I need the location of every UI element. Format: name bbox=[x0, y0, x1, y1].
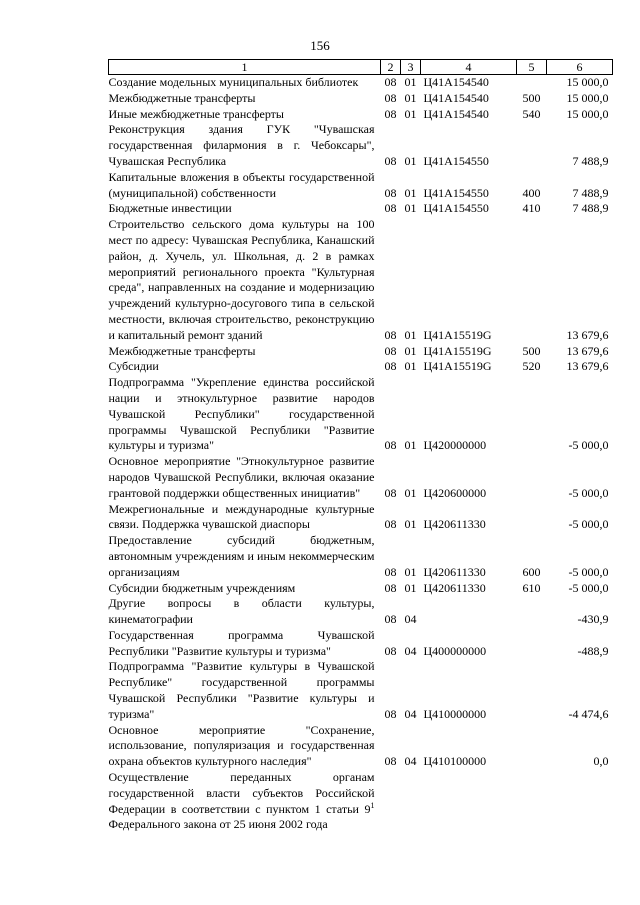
row-amount bbox=[547, 770, 613, 833]
row-name: Предоставление субсидий бюджетным, автономным учреждениям и иным некоммерческим организациям bbox=[108, 533, 375, 579]
header-col-6: 6 bbox=[547, 60, 613, 75]
header-col-4: 4 bbox=[421, 60, 517, 75]
row-name: Подпрограмма "Укрепление единства российской нации и этнокультурное развитие народов Чувашской Республики" государственной программы Чувашской Республики "Развитие культуры и туризма" bbox=[108, 375, 375, 453]
table-row bbox=[109, 581, 613, 597]
row-section: 08 bbox=[384, 90, 397, 105]
table-row bbox=[109, 770, 613, 833]
row-target-article: Ц41А154550 bbox=[423, 153, 489, 168]
row-name: Межрегиональные и международные культурные связи. Поддержка чувашской диаспоры bbox=[108, 501, 375, 532]
row-target-article: Ц41А154540 bbox=[423, 106, 489, 121]
row-section: 08 bbox=[384, 106, 397, 121]
table-row bbox=[109, 170, 613, 202]
row-amount: -488,9 bbox=[577, 643, 609, 658]
row-name: Субсидии bbox=[108, 359, 159, 374]
row-amount: 15 000,0 bbox=[566, 106, 609, 121]
row-section: 08 bbox=[384, 485, 397, 500]
row-name: Иные межбюджетные трансферты bbox=[108, 106, 284, 121]
row-name-superscript: 1 bbox=[370, 800, 375, 810]
row-subsection: 01 bbox=[404, 327, 417, 342]
header-col-1: 1 bbox=[109, 60, 381, 75]
table-row bbox=[109, 628, 613, 660]
row-target-article: Ц41А15519G bbox=[423, 359, 492, 374]
row-name bbox=[109, 770, 381, 833]
row-expense-type bbox=[517, 217, 547, 343]
row-name: Межбюджетные трансферты bbox=[108, 343, 256, 358]
header-col-2: 2 bbox=[381, 60, 401, 75]
row-section: 08 bbox=[384, 517, 397, 532]
row-subsection: 01 bbox=[404, 580, 417, 595]
row-amount: 7 488,9 bbox=[572, 185, 609, 200]
row-name: Другие вопросы в области культуры, кинематографии bbox=[108, 596, 375, 627]
page-number: 156 bbox=[310, 38, 330, 53]
row-amount: -430,9 bbox=[577, 612, 609, 627]
row-target-article: Ц410000000 bbox=[423, 706, 487, 721]
row-target-article: Ц420611330 bbox=[423, 580, 486, 595]
row-subsection: 01 bbox=[404, 153, 417, 168]
row-name: Бюджетные инвестиции bbox=[108, 201, 232, 216]
table-row bbox=[109, 359, 613, 375]
row-name: Основное мероприятие "Этнокультурное развитие народов Чувашской Республики, включая оказание грантовой поддержки общественных инициатив" bbox=[108, 454, 375, 500]
row-name: Межбюджетные трансферты bbox=[108, 90, 256, 105]
table-row bbox=[109, 533, 613, 580]
table-row bbox=[109, 596, 613, 628]
row-amount: -5 000,0 bbox=[568, 438, 609, 453]
row-subsection: 01 bbox=[404, 343, 417, 358]
row-expense-type bbox=[517, 659, 547, 722]
table-row bbox=[109, 217, 613, 343]
row-expense-type bbox=[517, 375, 547, 454]
row-subsection: 01 bbox=[404, 359, 417, 374]
row-amount: 0,0 bbox=[593, 754, 609, 769]
row-name: Основное мероприятие "Сохранение, использование, популяризация и государственная охрана объектов культурного наследия" bbox=[108, 722, 375, 769]
row-name: Строительство сельского дома культуры на 100 мест по адресу: Чувашская Республика, Канашский район, д. Хучель, ул. Школьная, д. 2 в рамках мероприятий регионального проекта "Культурная среда", направленных на создание и модернизацию учреждений культурно-досугового типа в сельской местности, включая строительство, реконструкцию и капитальный ремонт зданий bbox=[108, 217, 375, 342]
table-row bbox=[109, 502, 613, 534]
table-row bbox=[109, 201, 613, 217]
row-target-article: Ц410100000 bbox=[423, 754, 487, 769]
row-subsection: 04 bbox=[404, 643, 417, 658]
row-expense-type bbox=[517, 723, 547, 770]
row-expense-type bbox=[517, 454, 547, 501]
row-target-article bbox=[421, 770, 517, 833]
row-section: 08 bbox=[384, 343, 397, 358]
row-target-article: Ц41А15519G bbox=[423, 327, 492, 342]
table-row bbox=[109, 75, 613, 91]
table-row bbox=[109, 344, 613, 360]
row-section: 08 bbox=[384, 185, 397, 200]
row-target-article bbox=[421, 596, 517, 628]
row-amount: 15 000,0 bbox=[566, 75, 609, 89]
table-row bbox=[109, 723, 613, 770]
row-expense-type: 600 bbox=[522, 564, 541, 579]
row-amount: 15 000,0 bbox=[566, 90, 609, 105]
row-name-tail: Федерального закона от 25 июня 2002 года bbox=[108, 817, 328, 832]
table-header-row bbox=[109, 60, 613, 75]
row-section: 08 bbox=[384, 580, 397, 595]
row-amount: 13 679,6 bbox=[566, 327, 609, 342]
row-target-article: Ц41А154550 bbox=[423, 185, 489, 200]
row-target-article: Ц420000000 bbox=[423, 438, 487, 453]
row-expense-type bbox=[517, 628, 547, 660]
row-subsection: 01 bbox=[404, 106, 417, 121]
table-row bbox=[109, 454, 613, 501]
row-subsection: 01 bbox=[404, 485, 417, 500]
row-subsection: 01 bbox=[404, 201, 417, 216]
row-name-text: Осуществление переданных органам государственной власти субъектов Российской Федерации в соответствии с пунктом 1 статьи 9 bbox=[108, 770, 375, 816]
row-expense-type bbox=[517, 770, 547, 833]
row-section: 08 bbox=[384, 438, 397, 453]
row-expense-type bbox=[517, 75, 547, 91]
row-name: Реконструкция здания ГУК "Чувашская государственная филармония в г. Чебоксары", Чувашская Республика bbox=[108, 122, 375, 168]
row-amount: 13 679,6 bbox=[566, 359, 609, 374]
table-row bbox=[109, 375, 613, 454]
table-row bbox=[109, 107, 613, 123]
row-name: Субсидии бюджетным учреждениям bbox=[108, 580, 296, 595]
row-amount: -5 000,0 bbox=[568, 517, 609, 532]
row-section: 08 bbox=[384, 359, 397, 374]
row-amount: 7 488,9 bbox=[572, 201, 609, 216]
row-section: 08 bbox=[384, 612, 397, 627]
row-name: Капитальные вложения в объекты государственной (муниципальной) собственности bbox=[108, 169, 375, 200]
row-target-article: Ц420611330 bbox=[423, 564, 486, 579]
row-subsection: 01 bbox=[404, 185, 417, 200]
row-section: 08 bbox=[384, 754, 397, 769]
row-section: 08 bbox=[384, 327, 397, 342]
row-expense-type bbox=[517, 596, 547, 628]
row-target-article: Ц420611330 bbox=[423, 517, 486, 532]
row-expense-type: 500 bbox=[522, 343, 541, 358]
row-section: 08 bbox=[384, 643, 397, 658]
row-expense-type bbox=[517, 502, 547, 534]
row-target-article: Ц41А154540 bbox=[423, 75, 489, 89]
table-body bbox=[109, 75, 613, 834]
row-expense-type: 540 bbox=[522, 106, 541, 121]
row-subsection: 04 bbox=[404, 612, 417, 627]
row-amount: -5 000,0 bbox=[568, 580, 609, 595]
row-target-article: Ц41А154550 bbox=[423, 201, 489, 216]
row-name: Подпрограмма "Развитие культуры в Чувашской Республике" государственной программы Чувашской Республики "Развитие культуры и туризма" bbox=[108, 659, 375, 721]
row-subsection: 01 bbox=[404, 438, 417, 453]
row-amount: 13 679,6 bbox=[566, 343, 609, 358]
row-subsection: 01 bbox=[404, 75, 417, 89]
row-subsection bbox=[401, 770, 421, 833]
row-amount: -5 000,0 bbox=[568, 564, 609, 579]
row-name: Государственная программа Чувашской Республики "Развитие культуры и туризма" bbox=[108, 627, 375, 658]
row-expense-type: 400 bbox=[522, 185, 541, 200]
row-target-article: Ц400000000 bbox=[423, 643, 487, 658]
row-subsection: 01 bbox=[404, 517, 417, 532]
header-col-3: 3 bbox=[401, 60, 421, 75]
row-expense-type: 610 bbox=[522, 580, 541, 595]
table-row bbox=[109, 659, 613, 722]
row-section: 08 bbox=[384, 75, 397, 89]
table-row bbox=[109, 122, 613, 169]
table-row bbox=[109, 91, 613, 107]
row-amount: 7 488,9 bbox=[572, 153, 609, 168]
row-amount: -4 474,6 bbox=[568, 706, 609, 721]
row-amount: -5 000,0 bbox=[568, 485, 609, 500]
row-target-article: Ц41А15519G bbox=[423, 343, 492, 358]
row-section: 08 bbox=[384, 201, 397, 216]
row-target-article: Ц41А154540 bbox=[423, 90, 489, 105]
header-col-5: 5 bbox=[517, 60, 547, 75]
row-target-article: Ц420600000 bbox=[423, 485, 487, 500]
row-expense-type: 520 bbox=[522, 359, 541, 374]
row-section: 08 bbox=[384, 153, 397, 168]
row-expense-type: 410 bbox=[522, 201, 541, 216]
row-section: 08 bbox=[384, 706, 397, 721]
row-expense-type: 500 bbox=[522, 90, 541, 105]
row-section: 08 bbox=[384, 564, 397, 579]
row-section bbox=[381, 770, 401, 833]
row-subsection: 04 bbox=[404, 706, 417, 721]
row-expense-type bbox=[517, 122, 547, 169]
row-subsection: 01 bbox=[404, 564, 417, 579]
budget-table bbox=[108, 59, 613, 833]
row-name: Создание модельных муниципальных библиотек bbox=[108, 75, 359, 89]
row-subsection: 01 bbox=[404, 90, 417, 105]
row-subsection: 04 bbox=[404, 754, 417, 769]
